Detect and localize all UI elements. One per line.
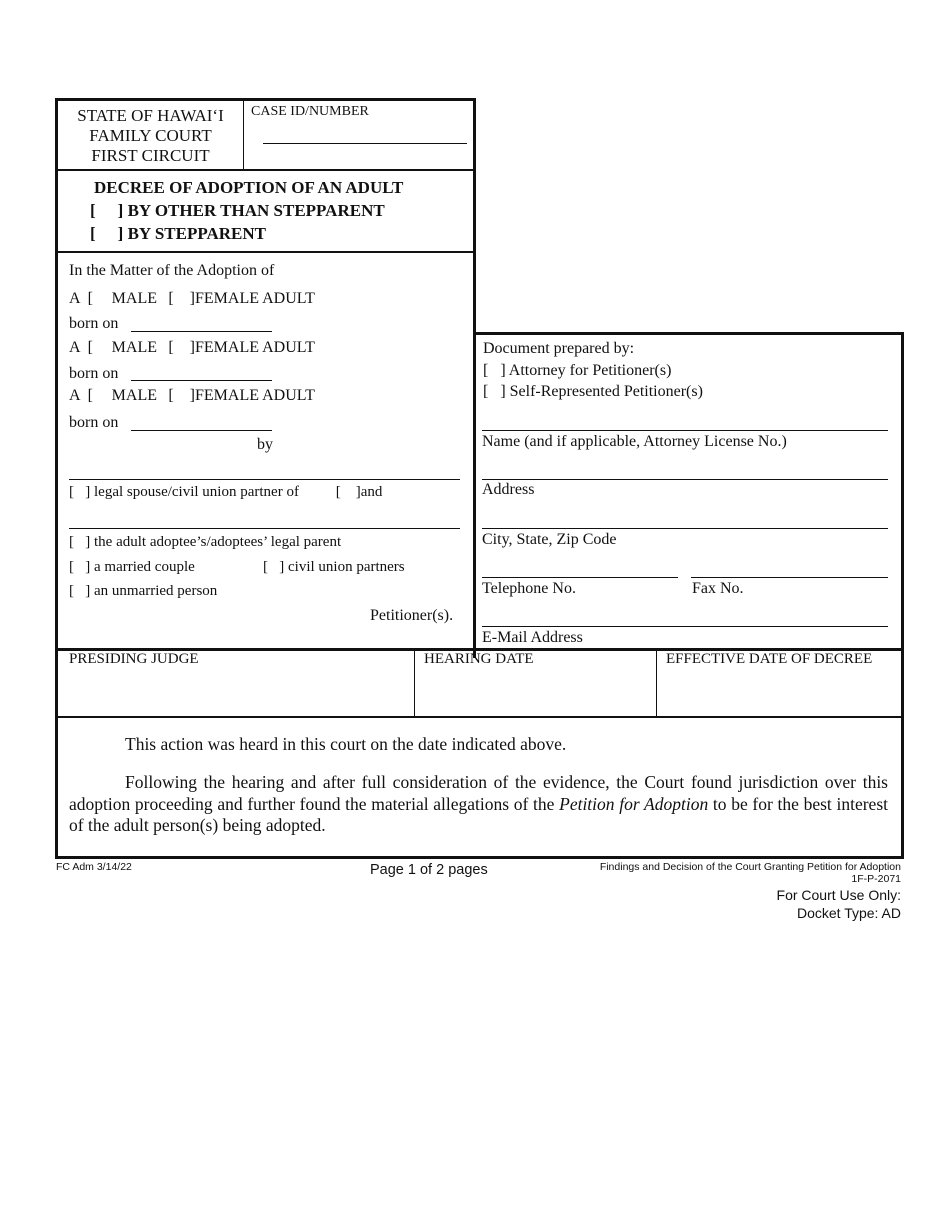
- checkbox-close: ]: [117, 201, 124, 220]
- court-divider: [243, 101, 244, 169]
- option-label: BY OTHER THAN STEPPARENT: [127, 201, 385, 220]
- checkbox-open: [: [90, 224, 96, 243]
- article: A: [69, 387, 80, 404]
- by-label: by: [257, 436, 273, 453]
- page-number: Page 1 of 2 pages: [370, 862, 488, 878]
- email-label: E-Mail Address: [482, 629, 583, 646]
- petitioner-2-line[interactable]: [69, 528, 460, 529]
- married-couple-option[interactable]: [69, 558, 195, 577]
- checkbox: [ ]: [263, 559, 285, 575]
- hearing-date-label: HEARING DATE: [424, 651, 534, 667]
- petitioner-1-line[interactable]: [69, 479, 460, 480]
- male-checkbox[interactable]: [: [83, 339, 93, 356]
- female-label: FEMALE ADULT: [195, 387, 315, 404]
- checkbox: [ ]: [69, 559, 91, 575]
- adoptee-3-born-label: born on: [69, 414, 119, 431]
- case-id-label: CASE ID/NUMBER: [251, 104, 369, 119]
- hearing-divider-2: [656, 650, 657, 717]
- married-couple-label: a married couple: [94, 559, 195, 575]
- court-name: [58, 106, 243, 166]
- self-represented-label: Self-Represented Petitioner(s): [509, 383, 703, 400]
- city-line[interactable]: [482, 528, 888, 529]
- matter-intro: In the Matter of the Adoption of: [69, 262, 275, 279]
- and-checkbox[interactable]: [ ]: [335, 484, 361, 500]
- city-label: City, State, Zip Code: [482, 531, 617, 548]
- docket-type: Docket Type: AD: [796, 905, 901, 921]
- adoptee-1-sex: [69, 289, 315, 309]
- fax-label: Fax No.: [692, 580, 744, 597]
- form-code: 1F-P-2071: [851, 873, 901, 885]
- telephone-label: Telephone No.: [482, 580, 576, 597]
- spouse-label: legal spouse/civil union partner of: [94, 484, 299, 500]
- checkbox: [ ]: [483, 362, 506, 379]
- female-checkbox[interactable]: [ ]: [168, 339, 195, 356]
- checkbox: [ ]: [69, 534, 91, 550]
- female-checkbox[interactable]: [ ]: [168, 290, 195, 307]
- telephone-line[interactable]: [482, 577, 678, 578]
- civil-union-option[interactable]: [263, 558, 405, 577]
- findings-text-1: Following the hearing and after full consideration of the evidence, the Court found jurisdiction over this adoption proceeding and further found the material allegations of the: [69, 772, 888, 814]
- address-label: Address: [482, 481, 535, 498]
- fax-line[interactable]: [691, 577, 888, 578]
- findings-text-2: to be for the best interest of the adult person(s) being adopted.: [69, 793, 888, 835]
- hearing-divider-1: [414, 650, 415, 717]
- address-line[interactable]: [482, 479, 888, 480]
- checkbox: [ ]: [483, 383, 506, 400]
- adoptee-1-born-line[interactable]: [131, 331, 272, 332]
- decree-title: [90, 176, 403, 245]
- checkbox: [ ]: [69, 484, 91, 500]
- petitioners-label: Petitioner(s).: [370, 607, 454, 624]
- court-line-state: STATE OF HAWAI‘I: [77, 106, 224, 125]
- presiding-judge-label: PRESIDING JUDGE: [69, 651, 199, 667]
- option-label: BY STEPPARENT: [127, 224, 266, 243]
- case-id-line[interactable]: [263, 143, 467, 144]
- decree-title-main: DECREE OF ADOPTION OF AN ADULT: [94, 178, 404, 197]
- unmarried-label: an unmarried person: [94, 583, 218, 599]
- petition-title: Petition for Adoption: [559, 793, 709, 814]
- adoptee-3-born-line[interactable]: [131, 430, 272, 431]
- option-stepparent[interactable]: [90, 222, 403, 245]
- court-use-label: For Court Use Only:: [776, 887, 901, 903]
- male-checkbox[interactable]: [: [83, 290, 93, 307]
- and-label: and: [360, 484, 383, 500]
- form-title: [600, 861, 901, 885]
- male-checkbox[interactable]: [: [83, 387, 93, 404]
- male-label: MALE: [111, 387, 157, 404]
- female-label: FEMALE ADULT: [195, 290, 315, 307]
- checkbox-close: ]: [117, 224, 124, 243]
- checkbox: [ ]: [69, 583, 91, 599]
- caption-title-divider: [55, 169, 476, 171]
- article: A: [69, 339, 80, 356]
- civil-union-label: civil union partners: [288, 559, 405, 575]
- paragraph-findings: [69, 772, 888, 837]
- spouse-option[interactable]: [69, 483, 382, 502]
- court-line-circuit: FIRST CIRCUIT: [91, 146, 210, 165]
- male-label: MALE: [111, 290, 157, 307]
- name-line[interactable]: [482, 430, 888, 431]
- form-id: FC Adm 3/14/22: [56, 861, 132, 873]
- adoptee-3-sex: [69, 386, 315, 406]
- female-label: FEMALE ADULT: [195, 339, 315, 356]
- unmarried-option[interactable]: [69, 582, 217, 601]
- male-label: MALE: [111, 339, 157, 356]
- adoptee-2-sex: [69, 338, 315, 358]
- form-title-text: Findings and Decision of the Court Granting Petition for Adoption: [599, 861, 901, 873]
- adoptee-1-born-label: born on: [69, 315, 119, 332]
- checkbox-open: [: [90, 201, 96, 220]
- self-represented-option[interactable]: [483, 382, 703, 402]
- prepared-by-label: Document prepared by:: [483, 340, 635, 357]
- female-checkbox[interactable]: [ ]: [168, 387, 195, 404]
- legal-parent-label: the adult adoptee’s/adoptees’ legal parent: [94, 534, 342, 550]
- title-matter-divider: [55, 251, 476, 253]
- court-line-family: FAMILY COURT: [89, 126, 212, 145]
- name-label: Name (and if applicable, Attorney License No.): [482, 433, 787, 450]
- attorney-label: Attorney for Petitioner(s): [508, 362, 672, 379]
- paragraph-heard: This action was heard in this court on the date indicated above.: [125, 734, 567, 754]
- adoptee-2-born-label: born on: [69, 365, 119, 382]
- email-line[interactable]: [482, 626, 888, 627]
- article: A: [69, 290, 80, 307]
- court-use: [777, 886, 901, 922]
- attorney-option[interactable]: [483, 361, 671, 381]
- option-other-than-stepparent[interactable]: [90, 199, 403, 222]
- hearing-row-bottom: [55, 716, 904, 718]
- adoptee-2-born-line[interactable]: [131, 380, 272, 381]
- legal-parent-option[interactable]: [69, 533, 341, 552]
- effective-date-label: EFFECTIVE DATE OF DECREE: [666, 651, 873, 667]
